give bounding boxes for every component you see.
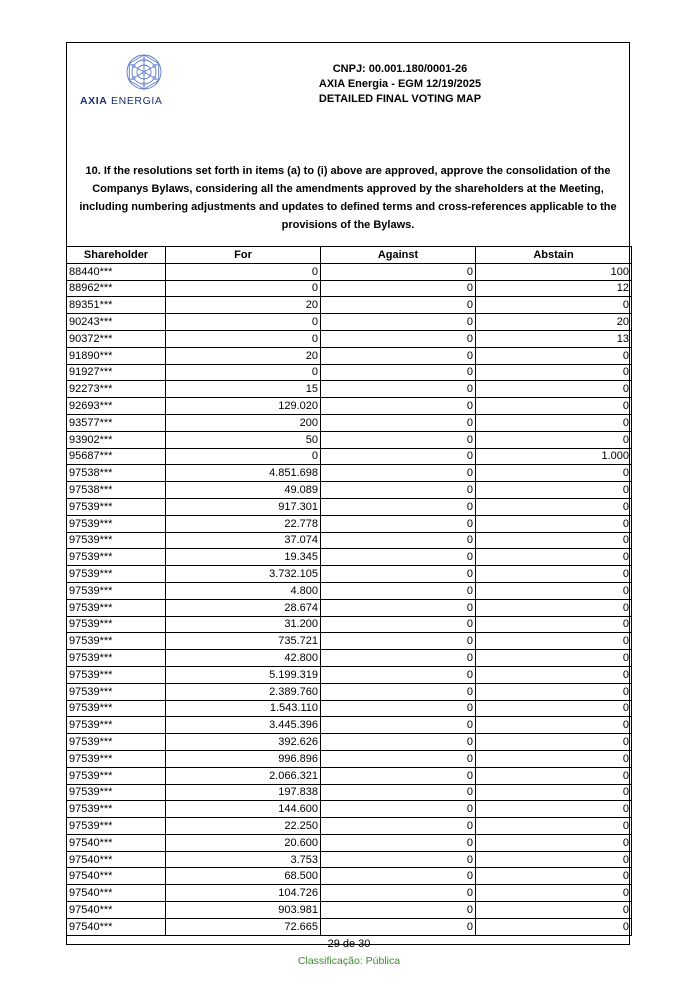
abstain-votes-cell: 12	[476, 280, 632, 297]
table-row	[67, 465, 632, 482]
table-row	[67, 414, 632, 431]
for-votes-cell: 0	[166, 330, 321, 347]
shareholder-cell: 91927***	[67, 364, 166, 381]
shareholder-cell: 97539***	[67, 566, 166, 583]
for-votes-cell: 50	[166, 431, 321, 448]
for-votes-cell: 0	[166, 364, 321, 381]
table-row	[67, 448, 632, 465]
meeting-label: AXIA Energia - EGM 12/19/2025	[318, 78, 482, 90]
against-votes-cell: 0	[321, 431, 476, 448]
shareholder-cell: 97539***	[67, 717, 166, 734]
for-votes-cell: 392.626	[166, 734, 321, 751]
against-votes-cell: 0	[321, 398, 476, 415]
abstain-votes-cell: 0	[476, 666, 632, 683]
shareholder-cell: 97539***	[67, 767, 166, 784]
against-votes-cell: 0	[321, 834, 476, 851]
for-votes-cell: 0	[166, 280, 321, 297]
table-row	[67, 666, 632, 683]
table-row	[67, 801, 632, 818]
table-row	[67, 818, 632, 835]
table-row	[67, 902, 632, 919]
against-votes-cell: 0	[321, 599, 476, 616]
against-votes-cell: 0	[321, 767, 476, 784]
against-votes-cell: 0	[321, 364, 476, 381]
against-votes-cell: 0	[321, 532, 476, 549]
voting-table	[66, 246, 632, 936]
for-votes-cell: 68.500	[166, 868, 321, 885]
against-votes-cell: 0	[321, 633, 476, 650]
shareholder-cell: 97540***	[67, 885, 166, 902]
for-votes-cell: 917.301	[166, 498, 321, 515]
cnpj-label: CNPJ: 00.001.180/0001-26	[332, 63, 468, 75]
abstain-votes-cell: 0	[476, 734, 632, 751]
shareholder-cell: 88962***	[67, 280, 166, 297]
shareholder-cell: 97539***	[67, 549, 166, 566]
document-title: DETAILED FINAL VOTING MAP	[318, 93, 482, 105]
page-number: 29 de 30	[327, 938, 371, 950]
against-votes-cell: 0	[321, 918, 476, 935]
for-votes-cell: 22.250	[166, 818, 321, 835]
abstain-votes-cell: 0	[476, 818, 632, 835]
table-row	[67, 734, 632, 751]
for-votes-cell: 2.389.760	[166, 683, 321, 700]
abstain-votes-cell: 0	[476, 616, 632, 633]
table-row	[67, 314, 632, 331]
abstain-votes-cell: 0	[476, 347, 632, 364]
abstain-votes-cell: 0	[476, 885, 632, 902]
for-votes-cell: 3.753	[166, 851, 321, 868]
shareholder-cell: 93902***	[67, 431, 166, 448]
for-votes-cell: 5.199.319	[166, 666, 321, 683]
shareholder-cell: 97540***	[67, 918, 166, 935]
abstain-votes-cell: 0	[476, 582, 632, 599]
against-votes-cell: 0	[321, 314, 476, 331]
against-votes-cell: 0	[321, 734, 476, 751]
against-votes-cell: 0	[321, 566, 476, 583]
shareholder-cell: 97539***	[67, 599, 166, 616]
abstain-votes-cell: 0	[476, 902, 632, 919]
table-row	[67, 750, 632, 767]
table-row	[67, 263, 632, 280]
shareholder-cell: 88440***	[67, 263, 166, 280]
against-votes-cell: 0	[321, 784, 476, 801]
against-votes-cell: 0	[321, 650, 476, 667]
against-votes-cell: 0	[321, 885, 476, 902]
table-row	[67, 381, 632, 398]
abstain-votes-cell: 0	[476, 700, 632, 717]
abstain-votes-cell: 0	[476, 549, 632, 566]
for-votes-cell: 37.074	[166, 532, 321, 549]
abstain-votes-cell: 0	[476, 633, 632, 650]
abstain-votes-cell: 0	[476, 482, 632, 499]
abstain-votes-cell: 0	[476, 498, 632, 515]
table-row	[67, 482, 632, 499]
brand-name	[80, 95, 163, 107]
against-votes-cell: 0	[321, 616, 476, 633]
shareholder-cell: 97539***	[67, 666, 166, 683]
shareholder-cell: 97540***	[67, 902, 166, 919]
for-votes-cell: 72.665	[166, 918, 321, 935]
for-votes-cell: 735.721	[166, 633, 321, 650]
abstain-votes-cell: 100	[476, 263, 632, 280]
for-votes-cell: 903.981	[166, 902, 321, 919]
abstain-votes-cell: 0	[476, 750, 632, 767]
shareholder-cell: 95687***	[67, 448, 166, 465]
table-row	[67, 364, 632, 381]
table-row	[67, 683, 632, 700]
against-votes-cell: 0	[321, 683, 476, 700]
shareholder-cell: 97539***	[67, 582, 166, 599]
abstain-votes-cell: 0	[476, 868, 632, 885]
table-row	[67, 398, 632, 415]
for-votes-cell: 42.800	[166, 650, 321, 667]
abstain-votes-cell: 0	[476, 398, 632, 415]
against-votes-cell: 0	[321, 498, 476, 515]
for-votes-cell: 22.778	[166, 515, 321, 532]
classification-label: Classificação: Pública	[297, 955, 401, 967]
abstain-votes-cell: 0	[476, 599, 632, 616]
abstain-votes-cell: 0	[476, 784, 632, 801]
abstain-votes-cell: 0	[476, 717, 632, 734]
table-row	[67, 549, 632, 566]
against-votes-cell: 0	[321, 414, 476, 431]
table-row	[67, 431, 632, 448]
abstain-votes-cell: 0	[476, 918, 632, 935]
against-votes-cell: 0	[321, 582, 476, 599]
table-row	[67, 599, 632, 616]
for-votes-cell: 0	[166, 448, 321, 465]
abstain-votes-cell: 0	[476, 801, 632, 818]
shareholder-cell: 97540***	[67, 834, 166, 851]
for-votes-cell: 1.543.110	[166, 700, 321, 717]
shareholder-cell: 97539***	[67, 633, 166, 650]
against-votes-cell: 0	[321, 297, 476, 314]
table-row	[67, 767, 632, 784]
for-votes-cell: 49.089	[166, 482, 321, 499]
abstain-votes-cell: 0	[476, 834, 632, 851]
shareholder-cell: 97539***	[67, 734, 166, 751]
shareholder-cell: 97539***	[67, 650, 166, 667]
abstain-votes-cell: 0	[476, 431, 632, 448]
resolution-text: 10. If the resolutions set forth in items (a) to (i) above are approved, approve the consolidation of the Companys Bylaws, considering all the amendments approved by the shareholders at the Meeting, including numbering adjustments and updates to defined terms and cross-references applicable to the provisions of the Bylaws.	[79, 165, 617, 231]
abstain-votes-cell: 0	[476, 683, 632, 700]
column-header-shareholder: Shareholder	[67, 247, 166, 264]
against-votes-cell: 0	[321, 851, 476, 868]
table-row	[67, 784, 632, 801]
shareholder-cell: 92273***	[67, 381, 166, 398]
for-votes-cell: 0	[166, 263, 321, 280]
shareholder-cell: 97540***	[67, 851, 166, 868]
column-header-against: Against	[321, 247, 476, 264]
against-votes-cell: 0	[321, 750, 476, 767]
table-row	[67, 650, 632, 667]
brand-name-suffix: ENERGIA	[111, 95, 163, 107]
table-row	[67, 868, 632, 885]
logo-mark-icon	[122, 52, 166, 92]
against-votes-cell: 0	[321, 801, 476, 818]
table-row	[67, 280, 632, 297]
shareholder-cell: 97540***	[67, 868, 166, 885]
table-row	[67, 582, 632, 599]
for-votes-cell: 996.896	[166, 750, 321, 767]
for-votes-cell: 144.600	[166, 801, 321, 818]
for-votes-cell: 15	[166, 381, 321, 398]
for-votes-cell: 20	[166, 347, 321, 364]
for-votes-cell: 3.445.396	[166, 717, 321, 734]
abstain-votes-cell: 13	[476, 330, 632, 347]
shareholder-cell: 97539***	[67, 532, 166, 549]
table-row	[67, 532, 632, 549]
shareholder-cell: 90372***	[67, 330, 166, 347]
against-votes-cell: 0	[321, 381, 476, 398]
abstain-votes-cell: 0	[476, 381, 632, 398]
against-votes-cell: 0	[321, 818, 476, 835]
company-logo	[78, 52, 168, 108]
for-votes-cell: 31.200	[166, 616, 321, 633]
table-row	[67, 851, 632, 868]
column-header-for: For	[166, 247, 321, 264]
abstain-votes-cell: 0	[476, 767, 632, 784]
shareholder-cell: 97539***	[67, 750, 166, 767]
against-votes-cell: 0	[321, 515, 476, 532]
for-votes-cell: 20	[166, 297, 321, 314]
shareholder-cell: 97539***	[67, 616, 166, 633]
table-row	[67, 330, 632, 347]
against-votes-cell: 0	[321, 330, 476, 347]
shareholder-cell: 89351***	[67, 297, 166, 314]
against-votes-cell: 0	[321, 448, 476, 465]
shareholder-cell: 97539***	[67, 818, 166, 835]
shareholder-cell: 91890***	[67, 347, 166, 364]
table-row	[67, 347, 632, 364]
for-votes-cell: 19.345	[166, 549, 321, 566]
table-row	[67, 918, 632, 935]
abstain-votes-cell: 0	[476, 515, 632, 532]
table-row	[67, 633, 632, 650]
table-row	[67, 717, 632, 734]
for-votes-cell: 197.838	[166, 784, 321, 801]
shareholder-cell: 97539***	[67, 515, 166, 532]
table-body	[67, 263, 632, 935]
shareholder-cell: 92693***	[67, 398, 166, 415]
table-row	[67, 885, 632, 902]
against-votes-cell: 0	[321, 700, 476, 717]
shareholder-cell: 97538***	[67, 482, 166, 499]
against-votes-cell: 0	[321, 549, 476, 566]
for-votes-cell: 4.851.698	[166, 465, 321, 482]
abstain-votes-cell: 0	[476, 414, 632, 431]
abstain-votes-cell: 1.000	[476, 448, 632, 465]
abstain-votes-cell: 0	[476, 465, 632, 482]
shareholder-cell: 97539***	[67, 683, 166, 700]
against-votes-cell: 0	[321, 902, 476, 919]
shareholder-cell: 97539***	[67, 498, 166, 515]
against-votes-cell: 0	[321, 868, 476, 885]
against-votes-cell: 0	[321, 465, 476, 482]
shareholder-cell: 97539***	[67, 784, 166, 801]
abstain-votes-cell: 0	[476, 566, 632, 583]
against-votes-cell: 0	[321, 717, 476, 734]
for-votes-cell: 4.800	[166, 582, 321, 599]
shareholder-cell: 97538***	[67, 465, 166, 482]
shareholder-cell: 90243***	[67, 314, 166, 331]
table-row	[67, 498, 632, 515]
for-votes-cell: 200	[166, 414, 321, 431]
table-row	[67, 515, 632, 532]
for-votes-cell: 2.066.321	[166, 767, 321, 784]
for-votes-cell: 0	[166, 314, 321, 331]
against-votes-cell: 0	[321, 263, 476, 280]
abstain-votes-cell: 0	[476, 532, 632, 549]
for-votes-cell: 104.726	[166, 885, 321, 902]
for-votes-cell: 129.020	[166, 398, 321, 415]
table-row	[67, 297, 632, 314]
table-row	[67, 700, 632, 717]
against-votes-cell: 0	[321, 280, 476, 297]
table-row	[67, 834, 632, 851]
against-votes-cell: 0	[321, 347, 476, 364]
abstain-votes-cell: 0	[476, 851, 632, 868]
for-votes-cell: 20.600	[166, 834, 321, 851]
abstain-votes-cell: 20	[476, 314, 632, 331]
against-votes-cell: 0	[321, 482, 476, 499]
shareholder-cell: 97539***	[67, 801, 166, 818]
column-header-abstain: Abstain	[476, 247, 632, 264]
brand-name-strong: AXIA	[80, 95, 108, 107]
for-votes-cell: 28.674	[166, 599, 321, 616]
shareholder-cell: 97539***	[67, 700, 166, 717]
table-row	[67, 616, 632, 633]
shareholder-cell: 93577***	[67, 414, 166, 431]
abstain-votes-cell: 0	[476, 297, 632, 314]
against-votes-cell: 0	[321, 666, 476, 683]
abstain-votes-cell: 0	[476, 650, 632, 667]
document-header	[230, 62, 570, 107]
table-row	[67, 566, 632, 583]
abstain-votes-cell: 0	[476, 364, 632, 381]
for-votes-cell: 3.732.105	[166, 566, 321, 583]
table-header-row	[67, 247, 632, 264]
